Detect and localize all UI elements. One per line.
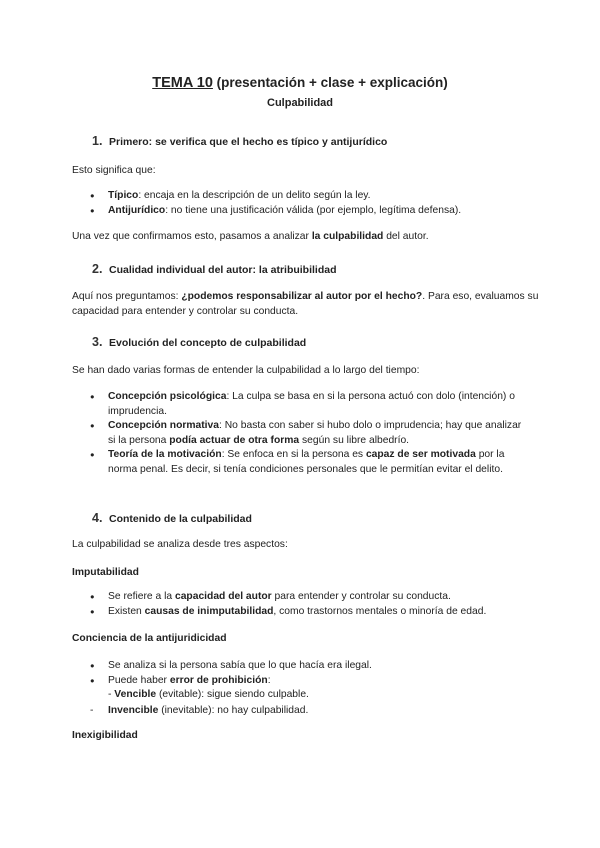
document-subtitle: Culpabilidad [267,97,333,109]
section-1-list [90,189,530,218]
definition: : encaja en la descripción de un delito según la ley. [138,190,371,201]
term: Invencible [108,705,159,716]
text: Se analiza si la persona sabía que lo que hacía era ilegal. [108,660,372,671]
section-3-heading [92,335,306,351]
section-3-intro: Se han dado varias formas de entender la culpabilidad a lo largo del tiempo: [72,365,420,376]
text: Una vez que confirmamos esto, pasamos a analizar [72,231,312,242]
emphasis: ¿podemos responsabilizar al autor por el hecho? [181,291,423,302]
term: Antijurídico [108,204,166,216]
list-item [90,674,530,689]
emphasis: podía actuar de otra forma [169,434,300,446]
inexigibilidad-heading: Inexigibilidad [72,730,138,741]
section-title: Primero: se verifica que el hecho es típico y antijurídico [109,136,388,148]
text: . Para eso, evaluamos su capacidad para entender y controlar su conducta. [72,291,539,317]
emphasis: error de prohibición [169,674,268,686]
emphasis: causas de inimputabilidad [144,605,274,617]
text: Puede haber [108,674,170,686]
list-item [90,390,530,419]
title-main: TEMA 10 [152,75,213,91]
definition: (evitable): sigue siendo culpable. [156,689,309,700]
section-4-heading [92,511,252,527]
dash: - [108,689,115,700]
term: Vencible [114,689,157,700]
vencible-line [108,688,309,703]
list-item [90,605,530,620]
definition: (inevitable): no hay culpabilidad. [158,705,309,716]
text: del autor. [383,231,429,242]
title-suffix: (presentación + clase + explicación) [212,75,448,90]
definition: : No basta con saber si hubo dolo o imprudencia; hay que analizar si la persona [108,420,522,446]
term: Concepción psicológica [108,391,227,402]
section-title: Contenido de la culpabilidad [109,513,252,525]
term: Concepción normativa [108,420,219,431]
text: , como trastornos mentales o minoría de edad. [273,605,487,617]
section-1-outro [72,230,542,245]
text: Existen [108,605,145,617]
section-1-heading [92,134,387,150]
definition: : Se enfoca en si la persona es [221,449,366,460]
term: Típico [108,190,139,201]
text: Aquí nos preguntamos: [72,291,182,302]
section-2-paragraph [72,290,542,319]
section-4-intro: La culpabilidad se analiza desde tres aspectos: [72,539,288,550]
definition: : no tiene una justificación válida (por ejemplo, legítima defensa). [165,204,462,216]
list-item [90,189,530,204]
emphasis: la culpabilidad [311,231,384,242]
section-number: 4. [92,511,103,525]
list-item [90,590,530,605]
dash: - [90,705,94,716]
list-item [90,448,530,477]
text: para entender y controlar su conducta. [271,591,451,602]
term: Teoría de la motivación [108,449,222,460]
section-1-intro: Esto significa que: [72,165,156,176]
list-item [90,419,530,448]
section-number: 3. [92,335,103,349]
imputabilidad-heading: Imputabilidad [72,567,139,578]
section-title: Evolución del concepto de culpabilidad [109,337,307,349]
emphasis: capaz de ser motivada [365,449,476,460]
section-number: 2. [92,262,103,276]
text: Se refiere a la [108,591,175,602]
list-item [90,204,530,219]
section-title: Cualidad individual del autor: la atribuibilidad [109,264,337,276]
text: : [267,674,271,686]
conciencia-heading: Conciencia de la antijuridicidad [72,633,227,644]
imputabilidad-list [90,590,530,619]
section-2-heading [92,262,337,278]
conciencia-list [90,659,530,688]
definition: por la norma penal. Es decir, si tenía condiciones personales que le permitían evitar el delito. [108,449,505,475]
section-3-list [90,390,530,477]
document-title [0,74,600,92]
invencible-line [90,704,308,719]
section-number: 1. [92,134,103,148]
definition: según su libre albedrío. [299,434,410,446]
definition: : La culpa se basa en si la persona actuó con dolo (intención) o imprudencia. [108,391,515,417]
list-item [90,659,530,674]
emphasis: capacidad del autor [174,591,272,602]
